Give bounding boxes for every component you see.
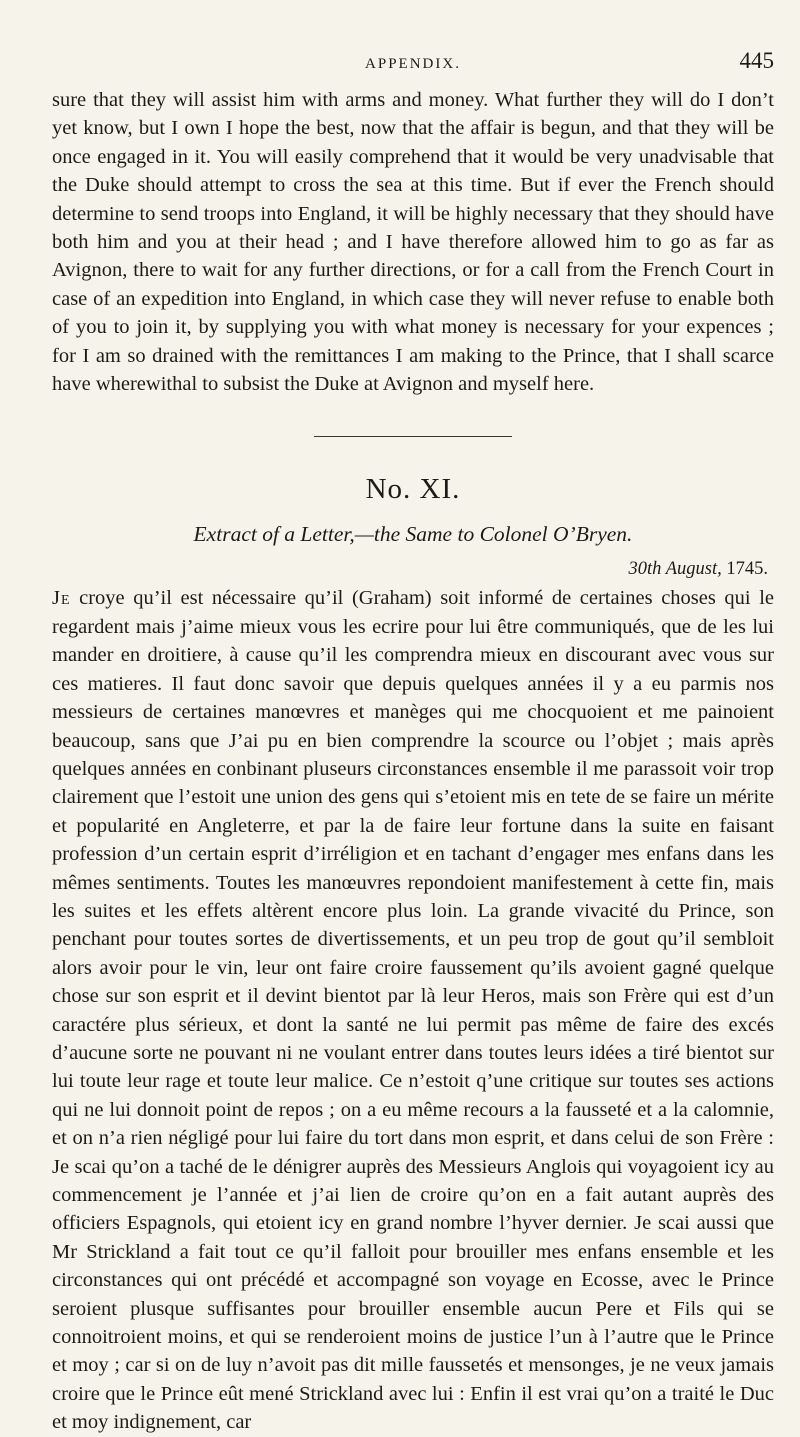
letter-text: croye qu’il est nécessaire qu’il (Graham) soit informé de certaines choses qui le regardent mais j’aime mieux vous les ecrire pour lui être communiqués, que de les lui mander en droitiere, à cause qu’il les comprendra mieux en discourant avec vous sur ces matieres. Il faut donc savoir que depuis quelques années il y a eu parmis nos messieurs de certaines manœvres et manèges qui me chocquoient et me painoient beaucoup, sans que J’ai pu en bien comprendre la scource ou l’objet ; mais après quelques années en conbinant pluseurs circonstances ensemble il me parassoit voir trop clairement que l’estoit une union des gens qui s’etoient mis en tete de se faire un mérite et popularité en Angleterre, et par la de faire leur fortune dans la suite en faisant profession d’un certain esprit d’irréligion et en tachant d’engager mes enfans dans les mêmes sentiments. Toutes les manœuvres repondoient manifestement à cette fin, mais les suites et les effets altèrent encore plus loin. La grande vivacité du Prince, son penchant pour toutes sortes de divertissements, et un peu trop de gout qu’il sembloit alors avoir pour le vin, leur ont faire croire faussement qu’ils avoient gagné quelque chose sur son esprit et il devint bientot par là leur Heros, mais son Frère qui est d’un caractére plus sérieux, et dont la santé ne lui permit pas même de faire des excés d’aucune sorte ne pouvant ni ne voulant entrer dans toutes leurs idées a tiré bientot sur lui toute leur rage et toute leur malice. Ce n’estoit q’une critique sur toutes ses actions qui ne lui donnoit point de repos ; on a eu même recours a la fausseté et a la calomnie, et on n’a rien négligé pour lui faire du tort dans mon esprit, et dans celui de son Frère : Je scai qu’on a taché de le dénigrer auprès des Messieurs Anglois qui voyagoient icy au commencement je l’année et j’ai lien de croire qu’on en a fait autant auprès des officiers Espagnols, qui etoient icy en grand nombre l’hyver dernier. Je scai aussi que Mr Strickland a fait tout ce qu’il falloit pour brouiller mes enfans ensemble et les circonstances qui ont précédé et accompagné son voyage en Ecosse, avec le Prince seroient plusque suffisantes pour brouiller ensemble aucun Pere et Fils qui se connoitroient moins, et qui se renderoient moins de justice l’un à l’autre que le Prince et moy ; car si on de luy n’avoit pas dit mille faussetés et mensonges, je ne veux jamais croire que le Prince eût mené Strickland avec lui : Enfin il est vrai qu’on a traité le Duc et moy indignement, car bbox=[52, 587, 774, 1434]
opening-word: Je bbox=[52, 587, 71, 610]
document-date bbox=[52, 559, 774, 580]
page-number: 445 bbox=[739, 48, 774, 73]
document-heading: Extract of a Letter,—the Same to Colonel O’Bryen. bbox=[193, 522, 633, 547]
running-head bbox=[52, 48, 774, 78]
letter-body bbox=[52, 584, 774, 1436]
date-day: 30th August, bbox=[628, 559, 722, 580]
continued-paragraph: sure that they will assist him with arms and money. What further they will do I don’t yet know, but I own I hope the best, now that the affair is begun, and that they will be once engaged in it. You will easily comprehend that it would be very unadvisable that the Duke should attempt to cross the sea at this time. But if ever the French should determine to send troops into England, it will be highly necessary that they should have both him and you at their head ; and I have therefore allowed him to go as far as Avignon, there to wait for any further directions, or for a call from the French Court in case of an expedition into England, in which case they will never refuse to enable both of you to join it, by supplying you with what money is necessary for your expences ; for I am so drained with the remittances I am making to the Prince, that I shall scarce have wherewithal to subsist the Duke at Avignon and myself here. bbox=[52, 89, 774, 396]
document-number: No. XI. bbox=[365, 473, 461, 506]
text-block bbox=[52, 86, 774, 1437]
section-divider bbox=[314, 436, 512, 437]
date-year: 1745. bbox=[726, 559, 768, 580]
running-title: APPENDIX. bbox=[365, 56, 461, 72]
